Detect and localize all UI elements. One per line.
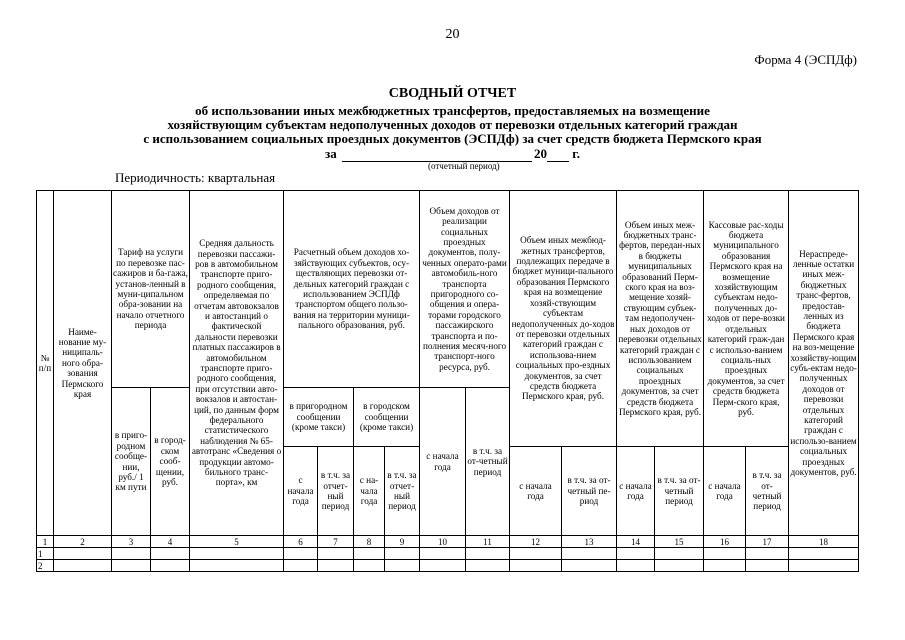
periodicity: Периодичность: квартальная [115, 170, 276, 185]
header-col14: с начала года [617, 447, 655, 536]
header-tariff-urban: в город-ском сооб-щении, руб. [151, 388, 190, 536]
header-no: № п/п [37, 191, 54, 536]
table-cell[interactable] [510, 560, 562, 572]
table-cell[interactable] [54, 560, 112, 572]
report-title: СВОДНЫЙ ОТЧЕТ [388, 86, 517, 101]
header-avg-distance: Средняя дальность перевозки пассажи-ров в автомобильном транспорте приго-родного сообщения, определяемая по отчетам автовокзалов и автостанций о фактической дальности перевозки платных пассажиров в автомобильном транспорте приго-родного сообщения, при отсутствии авто-вокзалов и автостан-ций, по данным форм федерального статистического наблюдения № 65-автотранс «Сведения о продукции автомо-бильного транс-порта», км [190, 191, 284, 536]
table-cell[interactable] [354, 560, 385, 572]
column-number: 3 [112, 536, 151, 548]
row-number: 1 [37, 548, 54, 560]
header-cash-expenses: Кассовые рас-ходы бюджета муниципального образования Пермского края на возмещение хозяйствующим субъектам недо-полученных до-ходов от пере-возки отдельных категорий граж-дан с использо-ванием социаль-ных проездных документов, за счет средств бюджета Перм-ского края, руб. [704, 191, 789, 447]
column-number: 12 [510, 536, 562, 548]
table-row [37, 548, 859, 560]
table-cell[interactable] [562, 548, 617, 560]
report-table [36, 190, 859, 572]
header-col7: в т.ч. за отчет-ный период [318, 447, 354, 536]
page-number: 20 [445, 27, 460, 42]
header-col13: в т.ч. за от-четный пе-риод [562, 447, 617, 536]
column-number: 14 [617, 536, 655, 548]
column-number: 6 [284, 536, 318, 548]
period-line [0, 146, 905, 162]
column-number: 13 [562, 536, 617, 548]
form-label: Форма 4 (ЭСПДф) [754, 52, 857, 67]
table-cell[interactable] [112, 560, 151, 572]
table-cell[interactable] [385, 560, 420, 572]
period-caption: (отчетный период) [428, 161, 500, 171]
table-cell[interactable] [151, 560, 190, 572]
table-cell[interactable] [284, 560, 318, 572]
header-col17: в т.ч. за от-четный период [746, 447, 789, 536]
header-transfers-transferred: Объем иных меж-бюджетных транс-фертов, передан-ных в бюджеты муниципальных образований Перм-ского края на воз-мещение хозяй-ствующим субъек-там недополучен-ных доходов от перевозки отдельных категорий граждан с использованием социальных проездных документов, за счет средств бюджета Пермского края, руб. [617, 191, 704, 447]
header-col15: в т.ч. за от-четный период [655, 447, 704, 536]
table-cell[interactable] [385, 548, 420, 560]
subtitle-line-3: с использованием социальных проездных документов (ЭСПДф) за счет средств бюджета Пермского края [143, 131, 762, 146]
subtitle-line-1: об использовании иных межбюджетных трансфертов, предоставляемых на возмещение [195, 103, 710, 118]
table-cell[interactable] [466, 560, 510, 572]
table-cell[interactable] [466, 548, 510, 560]
header-col12: с начала года [510, 447, 562, 536]
header-urban: в городском сообщении (кроме такси) [354, 388, 420, 447]
column-number: 18 [789, 536, 859, 548]
header-col6: с начала года [284, 447, 318, 536]
table-cell[interactable] [746, 548, 789, 560]
header-income-from-year-start: с начала года [420, 388, 466, 536]
period-year: 20 [534, 146, 548, 161]
column-number: 2 [54, 536, 112, 548]
column-number: 17 [746, 536, 789, 548]
column-numbers-row [37, 536, 859, 548]
table-cell[interactable] [510, 548, 562, 560]
table-cell[interactable] [655, 548, 704, 560]
table-cell[interactable] [617, 560, 655, 572]
subtitle-line-2: хозяйствующим субъектам недополученных доходов от перевозки отдельных категорий граждан [167, 117, 738, 132]
table-cell[interactable] [190, 560, 284, 572]
table-cell[interactable] [746, 560, 789, 572]
column-number: 15 [655, 536, 704, 548]
header-municipality: Наиме-нование му-ниципаль-ного обра-зования Пермского края [54, 191, 112, 536]
column-number: 10 [420, 536, 466, 548]
table-cell[interactable] [112, 548, 151, 560]
header-col9: в т.ч. за отчет-ный период [385, 447, 420, 536]
header-estimated-income: Расчетный объем доходов хо-зяйствующих субъектов, осу-ществляющих перевозки от-дельных категорий граждан с использованием ЭСПДф транспортом общего пользо-вания на территории муници-пального образования, руб. [284, 191, 420, 388]
header-col16: с начала года [704, 447, 746, 536]
table-cell[interactable] [789, 560, 859, 572]
header-col8: с на-чала года [354, 447, 385, 536]
column-number: 16 [704, 536, 746, 548]
table-cell[interactable] [318, 560, 354, 572]
table-cell[interactable] [562, 560, 617, 572]
table-cell[interactable] [151, 548, 190, 560]
table-cell[interactable] [655, 560, 704, 572]
column-number: 5 [190, 536, 284, 548]
period-prefix: за [325, 146, 337, 161]
header-tariff-suburban: в приго-родном сообще-нии, руб./ 1 км пути [112, 388, 151, 536]
period-suffix: г. [572, 146, 580, 161]
column-number: 7 [318, 536, 354, 548]
table-row [37, 560, 859, 572]
table-cell[interactable] [318, 548, 354, 560]
column-number: 4 [151, 536, 190, 548]
table-cell[interactable] [284, 548, 318, 560]
table-cell[interactable] [420, 560, 466, 572]
row-number: 2 [37, 560, 54, 572]
table-cell[interactable] [354, 548, 385, 560]
header-income-reporting-period: в т.ч. за от-четный период [466, 388, 510, 536]
header-tariff: Тариф на услуги по перевозке пас-сажиров и ба-гажа, установ-ленный в муни-ципальном обра-зовании на начало отчетного периода [112, 191, 190, 388]
column-number: 9 [385, 536, 420, 548]
table-cell[interactable] [617, 548, 655, 560]
column-number: 8 [354, 536, 385, 548]
table-cell[interactable] [190, 548, 284, 560]
table-cell[interactable] [54, 548, 112, 560]
table-cell[interactable] [704, 560, 746, 572]
header-transfers-due: Объем иных межбюд-жетных трансфертов, подлежащих передаче в бюджет муници-пального образования Пермского края на возмещение хозяй-ствующим субъектам недополученных до-ходов от перевозки отдельных категорий граждан с использова-нием социальных про-ездных документов, за счет средств бюджета Пермского края, руб. [510, 191, 617, 447]
table-cell[interactable] [704, 548, 746, 560]
header-income-social-docs: Объем доходов от реализации социальных проездных документов, полу-ченных операто-рами автомобиль-ного транспорта пригородного со-общения и опера-торами городского пассажирского транспорта и по-полнения месяч-ного транспорт-ного ресурса, руб. [420, 191, 510, 388]
header-unallocated-balances: Нераспреде-ленные остатки иных меж-бюджетных транс-фертов, предостав-ленных из бюджета Пермского края на воз-мещение хозяйству-ющим субъ-ектам недо-полученных доходов от перевозки отдельных категорий граждан с использо-ванием социальных проездных документов, руб. [789, 191, 859, 536]
period-year-blank[interactable] [547, 149, 569, 162]
column-number: 11 [466, 536, 510, 548]
table-cell[interactable] [420, 548, 466, 560]
column-number: 1 [37, 536, 54, 548]
table-cell[interactable] [789, 548, 859, 560]
header-suburban: в пригородном сообщении (кроме такси) [284, 388, 354, 447]
